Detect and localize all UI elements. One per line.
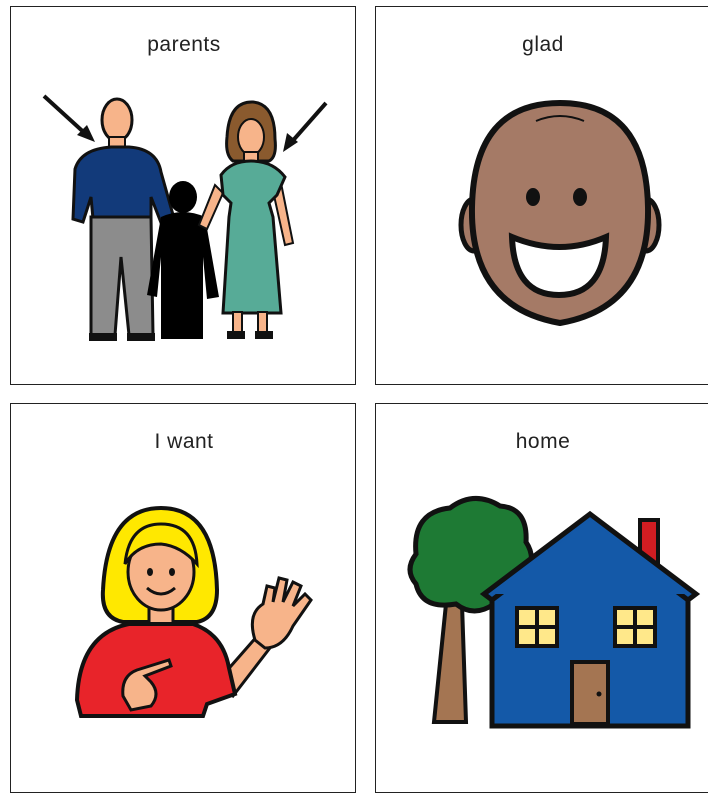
card-label: glad <box>522 33 564 56</box>
smiling-face-icon <box>376 7 708 385</box>
symbol-card-i-want[interactable] <box>10 403 356 793</box>
symbol-card-home[interactable] <box>375 403 708 793</box>
card-label: home <box>515 430 571 453</box>
house-with-tree-icon <box>376 404 708 793</box>
symbol-card-parents[interactable] <box>10 6 356 385</box>
card-label: I want <box>154 430 214 453</box>
girl-pointing-icon <box>11 404 356 793</box>
card-label: parents <box>147 33 221 56</box>
symbol-card-glad[interactable] <box>375 6 708 385</box>
parents-icon <box>11 7 356 385</box>
